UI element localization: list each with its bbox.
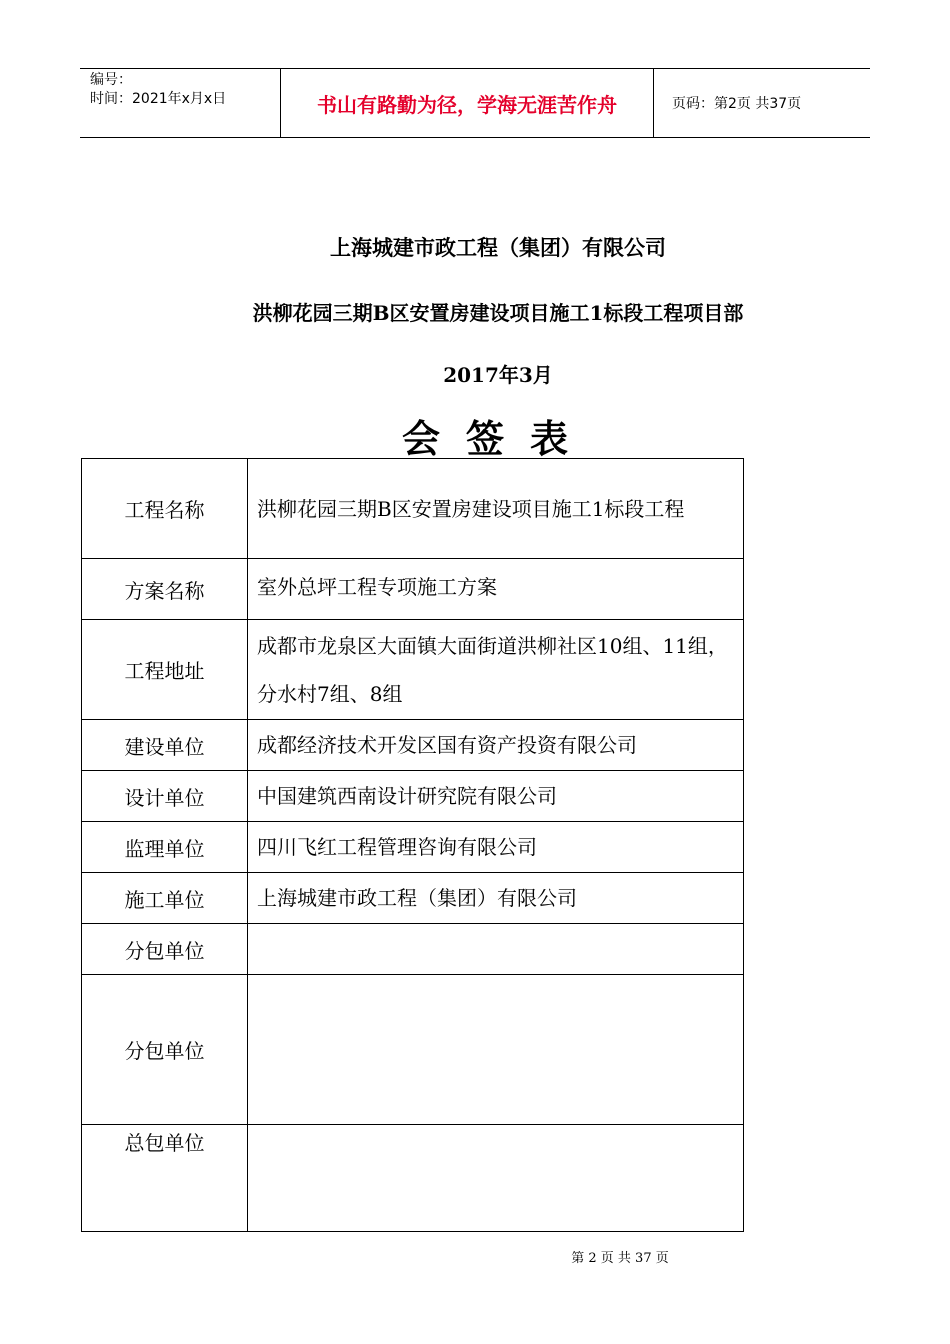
row-value: [248, 1125, 744, 1232]
table-row: [82, 1125, 744, 1232]
row-label: 工程名称: [82, 459, 248, 559]
page-header: [80, 68, 870, 138]
table-row: [82, 822, 744, 873]
company-title: 上海城建市政工程（集团）有限公司: [330, 235, 666, 260]
row-label: 总包单位: [82, 1125, 248, 1232]
row-label: 分包单位: [82, 924, 248, 975]
row-label: 方案名称: [82, 559, 248, 620]
project-dept-title: 洪柳花园三期B区安置房建设项目施工1标段工程项目部: [252, 301, 744, 325]
header-motto: 书山有路勤为径，学海无涯苦作舟: [281, 69, 654, 137]
table-row: [82, 459, 744, 559]
row-label: 施工单位: [82, 873, 248, 924]
row-value: 室外总坪工程专项施工方案: [248, 559, 744, 620]
table-row: [82, 873, 744, 924]
row-label: 监理单位: [82, 822, 248, 873]
table-row: [82, 720, 744, 771]
header-page-info: [664, 69, 870, 137]
row-label: 工程地址: [82, 620, 248, 720]
row-value: 四川飞红工程管理咨询有限公司: [248, 822, 744, 873]
table-row: [82, 924, 744, 975]
row-value: 上海城建市政工程（集团）有限公司: [248, 873, 744, 924]
number-label: 编号：: [90, 72, 132, 88]
row-value: [248, 975, 744, 1125]
page-info-text: 页码：第2页 共37页: [672, 96, 802, 112]
row-value: 成都经济技术开发区国有资产投资有限公司: [248, 720, 744, 771]
row-label: 分包单位: [82, 975, 248, 1125]
row-label: 设计单位: [82, 771, 248, 822]
row-value: 洪柳花园三期B区安置房建设项目施工1标段工程: [248, 459, 744, 559]
sign-off-table: [81, 458, 744, 1232]
form-title: 会签表: [401, 416, 594, 461]
table-row: [82, 771, 744, 822]
date-label: 时间：2021年x月x日: [90, 91, 227, 107]
row-value: 成都市龙泉区大面镇大面街道洪柳社区10组、11组，分水村7组、8组: [248, 620, 744, 720]
row-value: 中国建筑西南设计研究院有限公司: [248, 771, 744, 822]
row-value: [248, 924, 744, 975]
table-row: [82, 975, 744, 1125]
header-meta: [80, 69, 281, 137]
document-date: 2017年3月: [443, 363, 553, 387]
table-row: [82, 620, 744, 720]
row-label: 建设单位: [82, 720, 248, 771]
table-row: [82, 559, 744, 620]
page-footer: 第 2 页 共 37 页: [571, 1251, 669, 1266]
